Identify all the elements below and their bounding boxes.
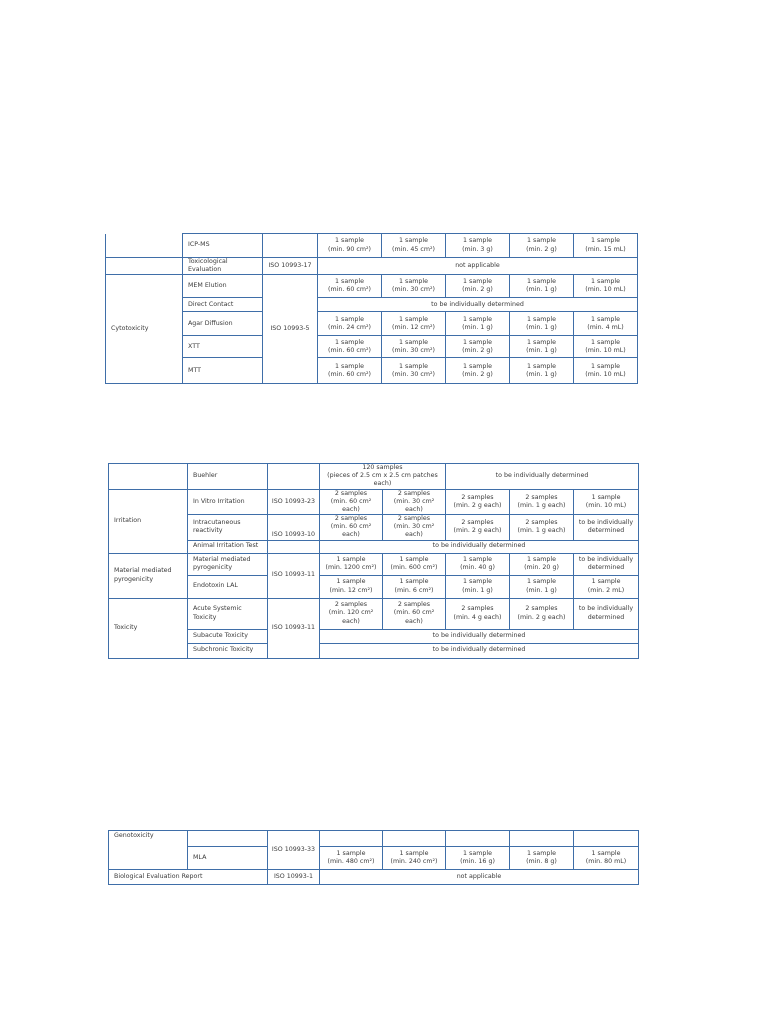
table-row: XTT 1 sample (min. 60 cm²) 1 sample (min. 30 cm²) 1 sample (min. 2 g) 1 sample (min. 1 g) 1 sample (min. 10 mL) [106,336,638,358]
table-row: Toxicity Acute Systemic Toxicity ISO 10993-11 2 samples (min. 120 cm² each) 2 samples (min. 60 cm² each) 2 samples (min. 4 g each) 2 samples (min. 2 g each) to be individually determined [109,598,639,629]
table-row: Direct Contact to be individually determined [106,298,638,312]
requirements-table [108,830,639,885]
table-fragment-irritation-toxicity [108,463,638,656]
table-row: Material mediated pyrogenicity Material mediated pyrogenicity ISO 10993-11 1 sample (min. 1200 cm²) 1 sample (min. 600 cm²) 1 sample (min. 40 g) 1 sample (min. 20 g) to be individually determined [109,553,639,575]
table-row: Intracutaneous reactivity ISO 10993-10 2 samples (min. 60 cm² each) 2 samples (min. 30 cm² each) 2 samples (min. 2 g each) 2 samples (min. 1 g each) to be individually determined [109,515,639,541]
table-row: Cytotoxicity MEM Elution ISO 10993-5 1 sample (min. 60 cm²) 1 sample (min. 30 cm²) 1 sample (min. 2 g) 1 sample (min. 1 g) 1 sample (min. 10 mL) [106,275,638,298]
table-row: Subchronic Toxicity to be individually determined [109,643,639,658]
table-row: Irritation In Vitro Irritation ISO 10993-23 2 samples (min. 60 cm² each) 2 samples (min. 30 cm² each) 2 samples (min. 2 g each) 2 samples (min. 1 g each) 1 sample (min. 10 mL) [109,489,639,515]
requirements-table [108,463,639,659]
table-row: ICP-MS 1 sample (min. 90 cm²) 1 sample (min. 45 cm²) 1 sample (min. 3 g) 1 sample (min. 2 g) 1 sample (min. 15 mL) [106,234,638,258]
table-row: Buehler 120 samples (pieces of 2.5 cm x 2.5 cm patches each) to be individually determined [109,464,639,490]
requirements-table [105,233,638,384]
table-row: Biological Evaluation Report ISO 10993-1 not applicable [109,870,639,885]
table-row: Genotoxicity ISO 10993-33 [109,831,639,847]
table-row: Animal Irritation Test to be individually determined [109,540,639,553]
table-fragment-genotoxicity [108,832,638,885]
table-row: Subacute Toxicity to be individually determined [109,629,639,643]
table-fragment-cytotoxicity [105,237,638,378]
table-row: MTT 1 sample (min. 60 cm²) 1 sample (min. 30 cm²) 1 sample (min. 2 g) 1 sample (min. 1 g) 1 sample (min. 10 mL) [106,358,638,384]
table-row: Agar Diffusion 1 sample (min. 24 cm²) 1 sample (min. 12 cm²) 1 sample (min. 1 g) 1 sample (min. 1 g) 1 sample (min. 4 mL) [106,312,638,336]
table-row: Toxicological Evaluation ISO 10993-17 not applicable [106,258,638,275]
table-row: Endotoxin LAL 1 sample (min. 12 cm²) 1 sample (min. 6 cm²) 1 sample (min. 1 g) 1 sample (min. 1 g) 1 sample (min. 2 mL) [109,575,639,598]
table-row: MLA 1 sample (min. 480 cm²) 1 sample (min. 240 cm²) 1 sample (min. 16 g) 1 sample (min. 8 g) 1 sample (min. 80 mL) [109,847,639,870]
